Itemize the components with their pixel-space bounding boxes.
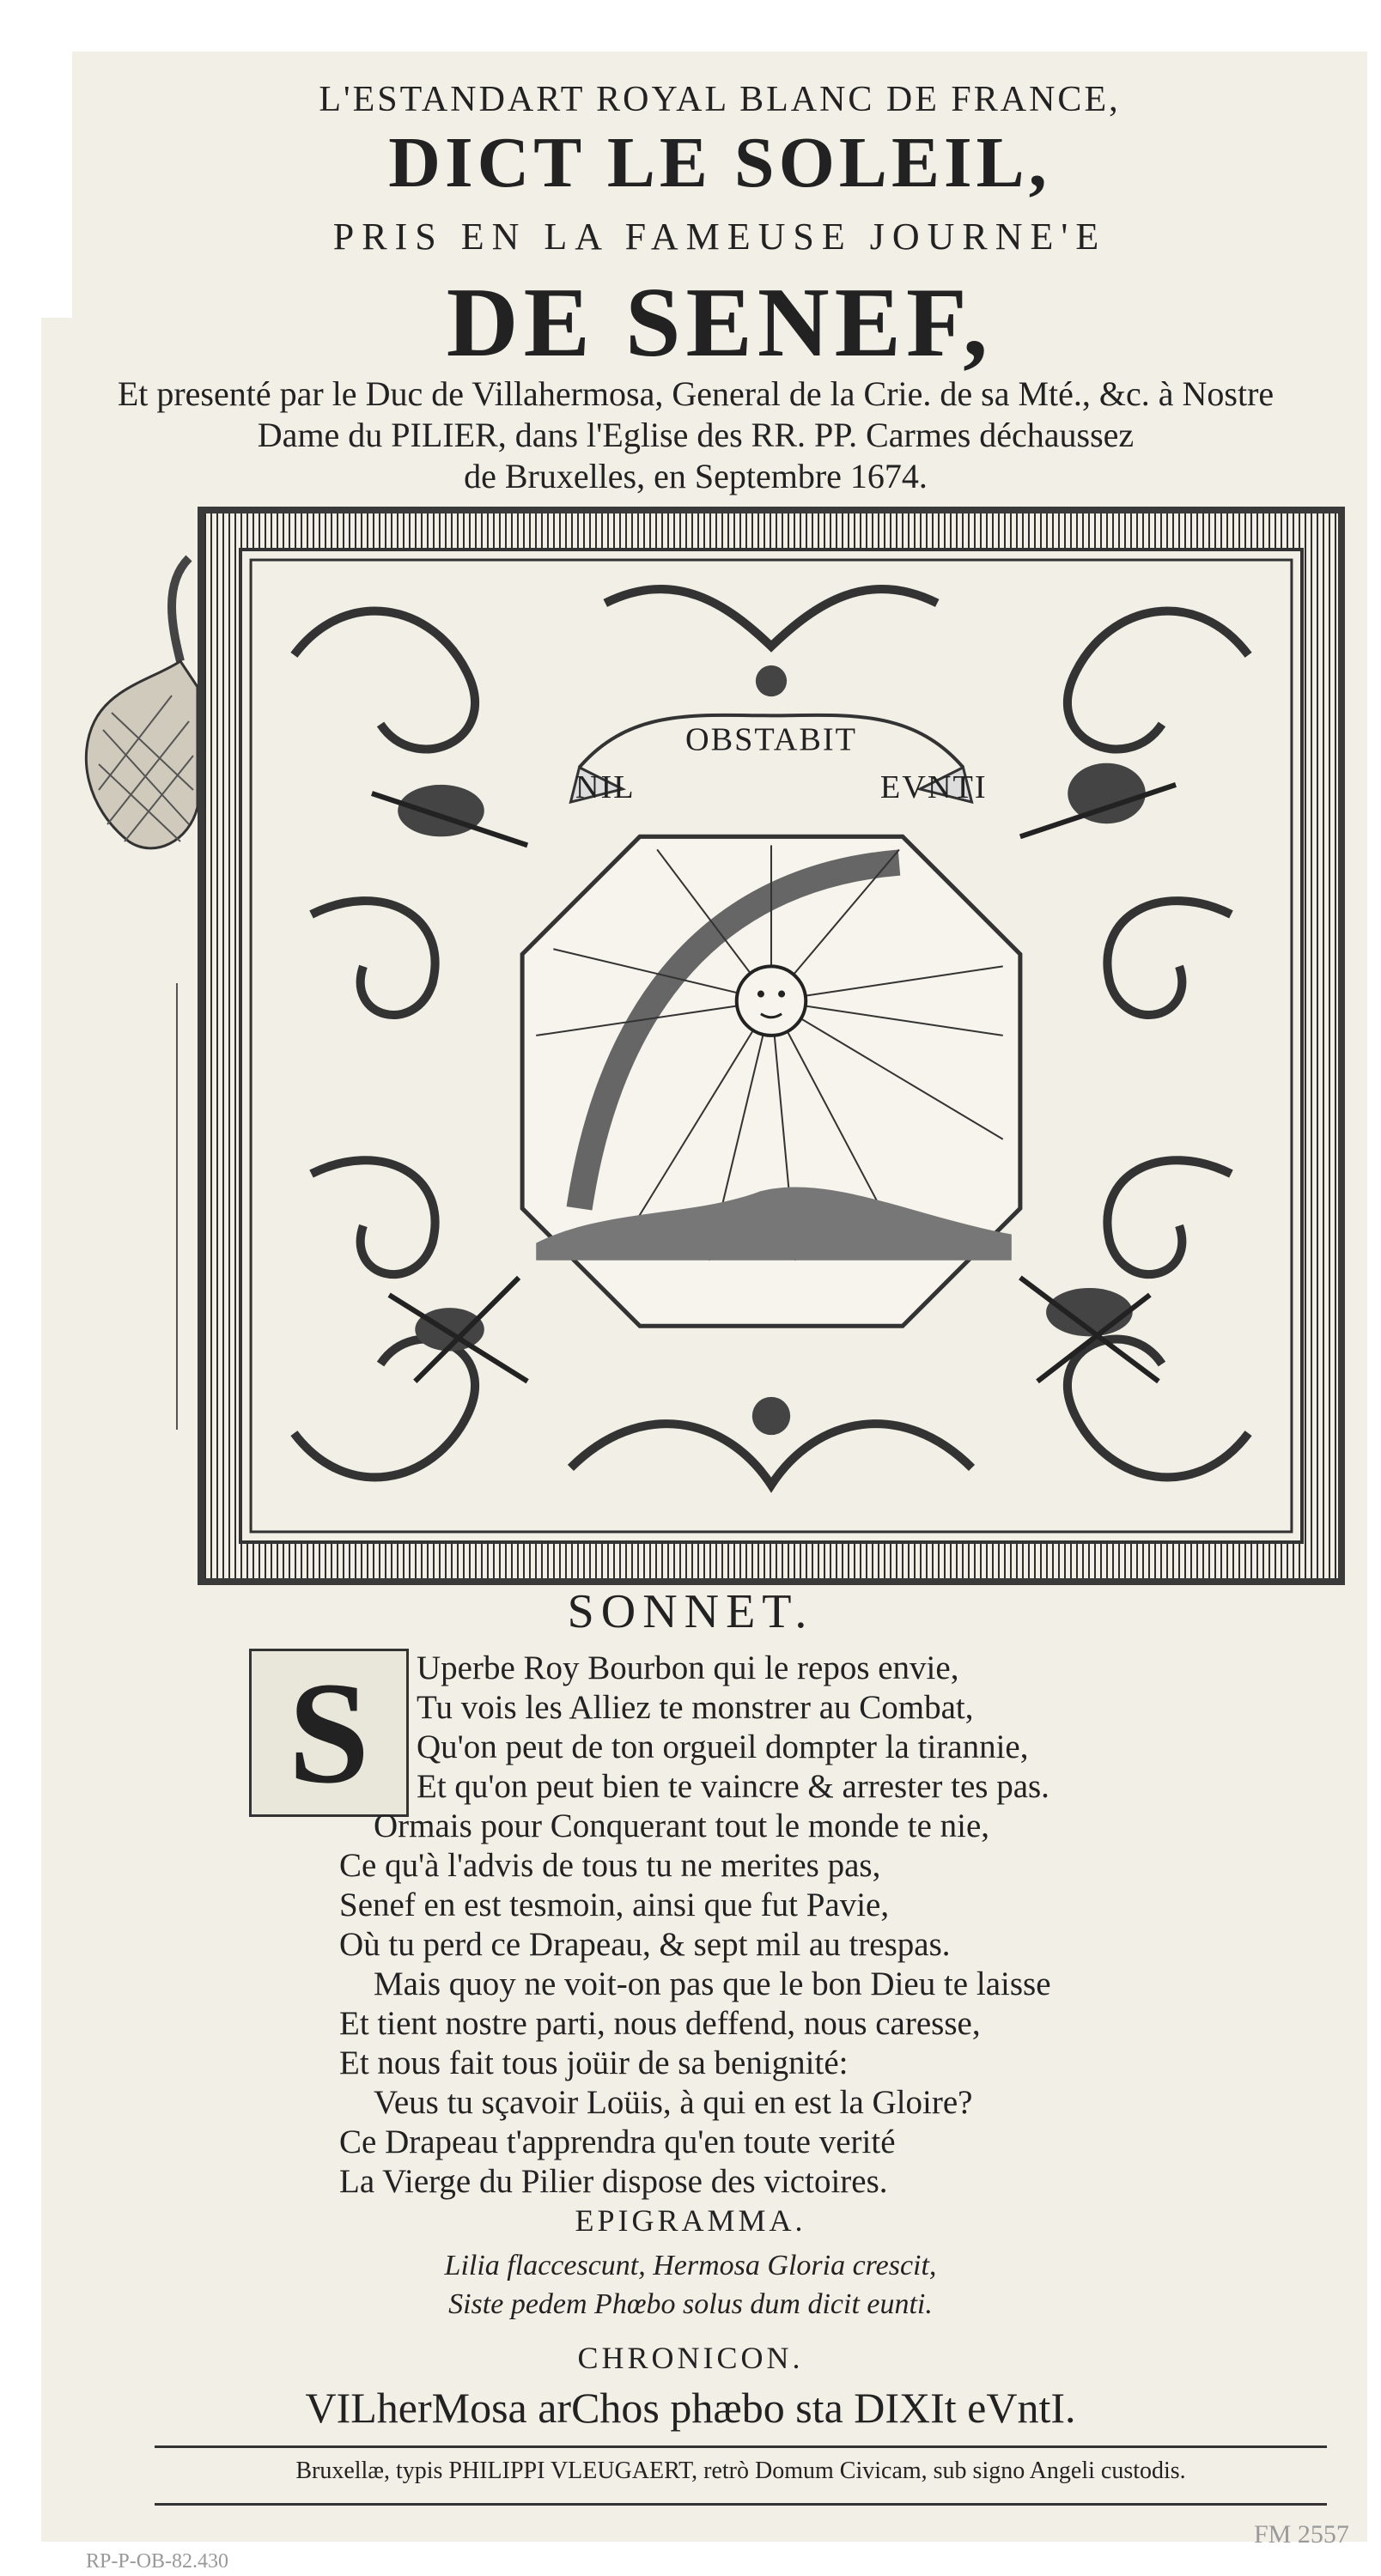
verse-line: Ce qu'à l'advis de tous tu ne merites pas,	[339, 1847, 881, 1884]
title-line-3: PRIS EN LA FAMEUSE JOURNE'E	[332, 216, 1107, 258]
verse-line: Veus tu sçavoir Loüis, à qui en est la Gloire?	[374, 2084, 973, 2121]
verse-line: La Vierge du Pilier dispose des victoires.	[339, 2163, 888, 2200]
verse-line: Tu vois les Alliez te monstrer au Combat,	[417, 1689, 974, 1726]
verse-line: Et nous fait tous joüir de sa benignité:	[339, 2044, 849, 2081]
motto-left: NIL	[575, 769, 636, 805]
verse-line: Uperbe Roy Bourbon qui le repos envie,	[417, 1649, 959, 1686]
title-line-1: L'ESTANDART ROYAL BLANC DE FRANCE,	[319, 80, 1121, 119]
verse-line: Ormais pour Conquerant tout le monde te nie,	[374, 1807, 990, 1844]
verse-line: Où tu perd ce Drapeau, & sept mil au trespas.	[339, 1926, 951, 1963]
verse-line: Et tient nostre parti, nous deffend, nous caresse,	[339, 2005, 981, 2042]
banner-engraving	[242, 551, 1300, 1540]
intro-text	[52, 374, 1340, 497]
intro-line-1: Et presenté par le Duc de Villahermosa, General de la Crie. de sa Mté., &c. à Nostre	[117, 374, 1275, 413]
handwritten-mark: FM 2557	[1254, 2520, 1349, 2549]
chronicon-text: VILherMosa arChos phæbo sta DIXIt eVntI.	[305, 2384, 1076, 2432]
sonnet-title: SONNET.	[567, 1585, 814, 1638]
imprint-text: Bruxellæ, typis PHILIPPI VLEUGAERT, retrò Domum Civicam, sub signo Angeli custodis.	[295, 2458, 1186, 2484]
banner-field	[239, 548, 1304, 1544]
catalog-number: RP-P-OB-82.430	[86, 2550, 229, 2573]
verse-line: Et qu'on peut bien te vaincre & arrester tes pas.	[417, 1768, 1049, 1805]
intro-line-3: de Bruxelles, en Septembre 1674.	[464, 457, 928, 495]
title-line-2: DICT LE SOLEIL,	[388, 123, 1051, 203]
epigramma-line-2: Siste pedem Phœbo solus dum dicit eunti.	[448, 2288, 933, 2320]
verse-line: Qu'on peut de ton orgueil dompter la tirannie,	[417, 1728, 1029, 1765]
intro-line-2: Dame du PILIER, dans l'Eglise des RR. PP. Carmes déchaussez	[257, 416, 1135, 454]
royal-standard-banner	[198, 507, 1345, 1585]
chronicon-title: CHRONICON.	[577, 2341, 804, 2375]
epigramma-title: EPIGRAMMA.	[575, 2203, 806, 2238]
decorative-initial-s: S	[249, 1649, 409, 1817]
motto-top: OBSTABIT	[684, 721, 858, 758]
verse-line: Senef en est tesmoin, ainsi que fut Pavie,	[339, 1886, 890, 1923]
motto-right: EVNTI	[879, 769, 988, 805]
verse-line: Ce Drapeau t'apprendra qu'en toute verité	[339, 2123, 896, 2160]
verse-line: Mais quoy ne voit-on pas que le bon Dieu te laisse	[374, 1965, 1051, 2002]
imprint-rule-bottom	[155, 2503, 1327, 2506]
scale-ruler	[176, 983, 188, 1430]
tassel-illustration	[60, 550, 206, 859]
epigramma-line-1: Lilia flaccescunt, Hermosa Gloria crescit,	[444, 2250, 937, 2281]
imprint-rule-top	[155, 2445, 1327, 2448]
title-line-4: DE SENEF,	[446, 268, 994, 378]
